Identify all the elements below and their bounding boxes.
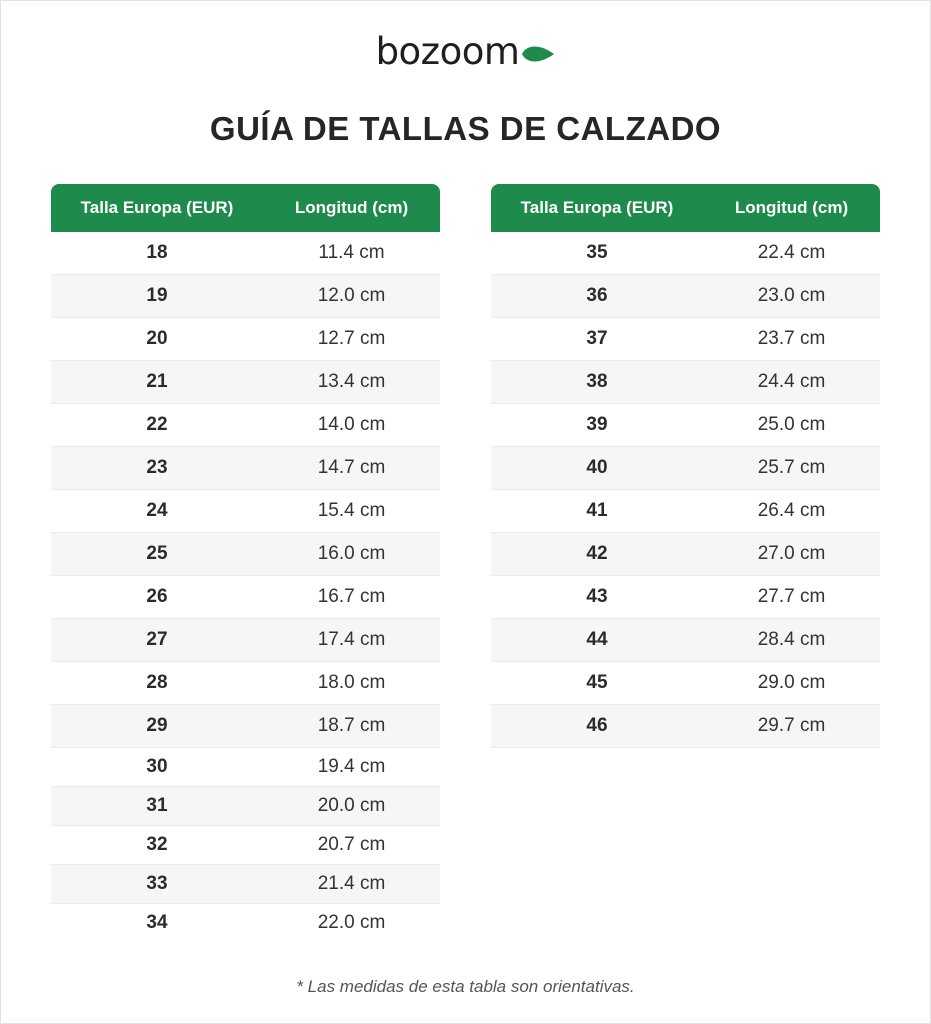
eur-size-cell: 33: [51, 865, 263, 904]
eur-size-cell: 35: [491, 232, 703, 275]
eur-size-cell: 29: [51, 705, 263, 748]
length-cm-cell: 22.0 cm: [317, 912, 386, 933]
table-header-row: [51, 184, 440, 232]
length-cm-cell: 29.7 cm: [703, 705, 880, 748]
length-cm-cell: 15.4 cm: [263, 490, 440, 533]
length-cm-cell: 16.7 cm: [263, 576, 440, 619]
length-cm-cell: 23.7 cm: [703, 318, 880, 361]
length-cm-cell: 25.0 cm: [703, 404, 880, 447]
table-row: [491, 318, 880, 361]
table-row: [51, 361, 440, 404]
table-row: [51, 447, 440, 490]
eur-size-cell: 32: [51, 826, 263, 865]
eur-size-cell: 42: [491, 533, 703, 576]
table-row: [51, 275, 440, 318]
eur-size-cell: 37: [491, 318, 703, 361]
size-table-left: [51, 184, 440, 942]
length-cm-cell: 12.0 cm: [263, 275, 440, 318]
length-cm-cell: 26.4 cm: [703, 490, 880, 533]
table-row: [51, 533, 440, 576]
length-cm-cell: 17.4 cm: [263, 619, 440, 662]
table-row: [491, 662, 880, 705]
table-row: [491, 404, 880, 447]
length-cm-cell: 24.4 cm: [703, 361, 880, 404]
size-table-right: [491, 184, 880, 748]
length-cm-cell: 29.0 cm: [703, 662, 880, 705]
table-row: [491, 275, 880, 318]
table-row: [51, 232, 440, 275]
table-row: [491, 533, 880, 576]
length-cm-cell: 21.4 cm: [263, 865, 440, 904]
header-eur: Talla Europa (EUR): [491, 184, 703, 232]
length-cm-cell: 12.7 cm: [263, 318, 440, 361]
length-cm-cell: 25.7 cm: [703, 447, 880, 490]
eur-size-cell: 39: [491, 404, 703, 447]
eur-size-cell: 25: [51, 533, 263, 576]
table-row: [51, 904, 440, 943]
table-row: [51, 787, 440, 826]
table-row: [51, 662, 440, 705]
length-cm-cell: 28.4 cm: [703, 619, 880, 662]
table-row: [51, 826, 440, 865]
table-row: [51, 576, 440, 619]
length-cm-cell: 19.4 cm: [263, 748, 440, 787]
leaf-icon: [521, 43, 555, 65]
length-cm-cell: 18.7 cm: [263, 705, 440, 748]
length-cm-cell: 22.4 cm: [703, 232, 880, 275]
table-row: [51, 705, 440, 748]
eur-size-cell: 27: [51, 619, 263, 662]
eur-size-cell: 30: [51, 748, 263, 787]
table-row: [491, 361, 880, 404]
brand-name: bozoom: [375, 30, 520, 73]
header-length: Longitud (cm): [703, 184, 880, 232]
length-cm-cell: 23.0 cm: [703, 275, 880, 318]
header-eur: Talla Europa (EUR): [51, 184, 263, 232]
eur-size-cell: 28: [51, 662, 263, 705]
length-cm-cell: 11.4 cm: [263, 232, 440, 275]
length-cm-cell: 20.0 cm: [263, 787, 440, 826]
brand-logo: [0, 32, 931, 72]
eur-size-cell: 41: [491, 490, 703, 533]
length-cm-cell: 27.0 cm: [703, 533, 880, 576]
table-row: [51, 748, 440, 787]
table-row: [51, 490, 440, 533]
table-row: [491, 447, 880, 490]
table-row: [491, 232, 880, 275]
length-cm-cell: 13.4 cm: [263, 361, 440, 404]
eur-size-cell: 46: [491, 705, 703, 748]
eur-size-cell: 24: [51, 490, 263, 533]
eur-size-cell: 20: [51, 318, 263, 361]
page-title: GUÍA DE TALLAS DE CALZADO: [209, 110, 722, 147]
eur-size-cell: 26: [51, 576, 263, 619]
table-row: [51, 865, 440, 904]
length-cm-cell: 18.0 cm: [263, 662, 440, 705]
eur-size-cell: 38: [491, 361, 703, 404]
eur-size-cell: 40: [491, 447, 703, 490]
eur-size-cell: 22: [51, 404, 263, 447]
eur-size-cell: 44: [491, 619, 703, 662]
table-row: [491, 490, 880, 533]
table-row: [51, 318, 440, 361]
footnote: * Las medidas de esta tabla son orientativas.: [296, 977, 635, 996]
table-row: [491, 705, 880, 748]
header-length: Longitud (cm): [263, 184, 440, 232]
eur-size-cell: 18: [51, 232, 263, 275]
table-row: [491, 619, 880, 662]
length-cm-cell: 16.0 cm: [263, 533, 440, 576]
eur-size-cell: 45: [491, 662, 703, 705]
eur-size-cell: 21: [51, 361, 263, 404]
table-row: [51, 404, 440, 447]
length-cm-cell: 14.0 cm: [263, 404, 440, 447]
table-row: [491, 576, 880, 619]
length-cm-cell: 14.7 cm: [263, 447, 440, 490]
eur-size-cell: 43: [491, 576, 703, 619]
length-cm-cell: 27.7 cm: [703, 576, 880, 619]
eur-size-cell: 36: [491, 275, 703, 318]
eur-size-cell: 19: [51, 275, 263, 318]
eur-size-cell: 31: [51, 787, 263, 826]
eur-size-cell: 23: [51, 447, 263, 490]
table-row: [51, 619, 440, 662]
table-header-row: [491, 184, 880, 232]
length-cm-cell: 20.7 cm: [263, 826, 440, 865]
eur-size-cell: 34: [146, 912, 168, 933]
